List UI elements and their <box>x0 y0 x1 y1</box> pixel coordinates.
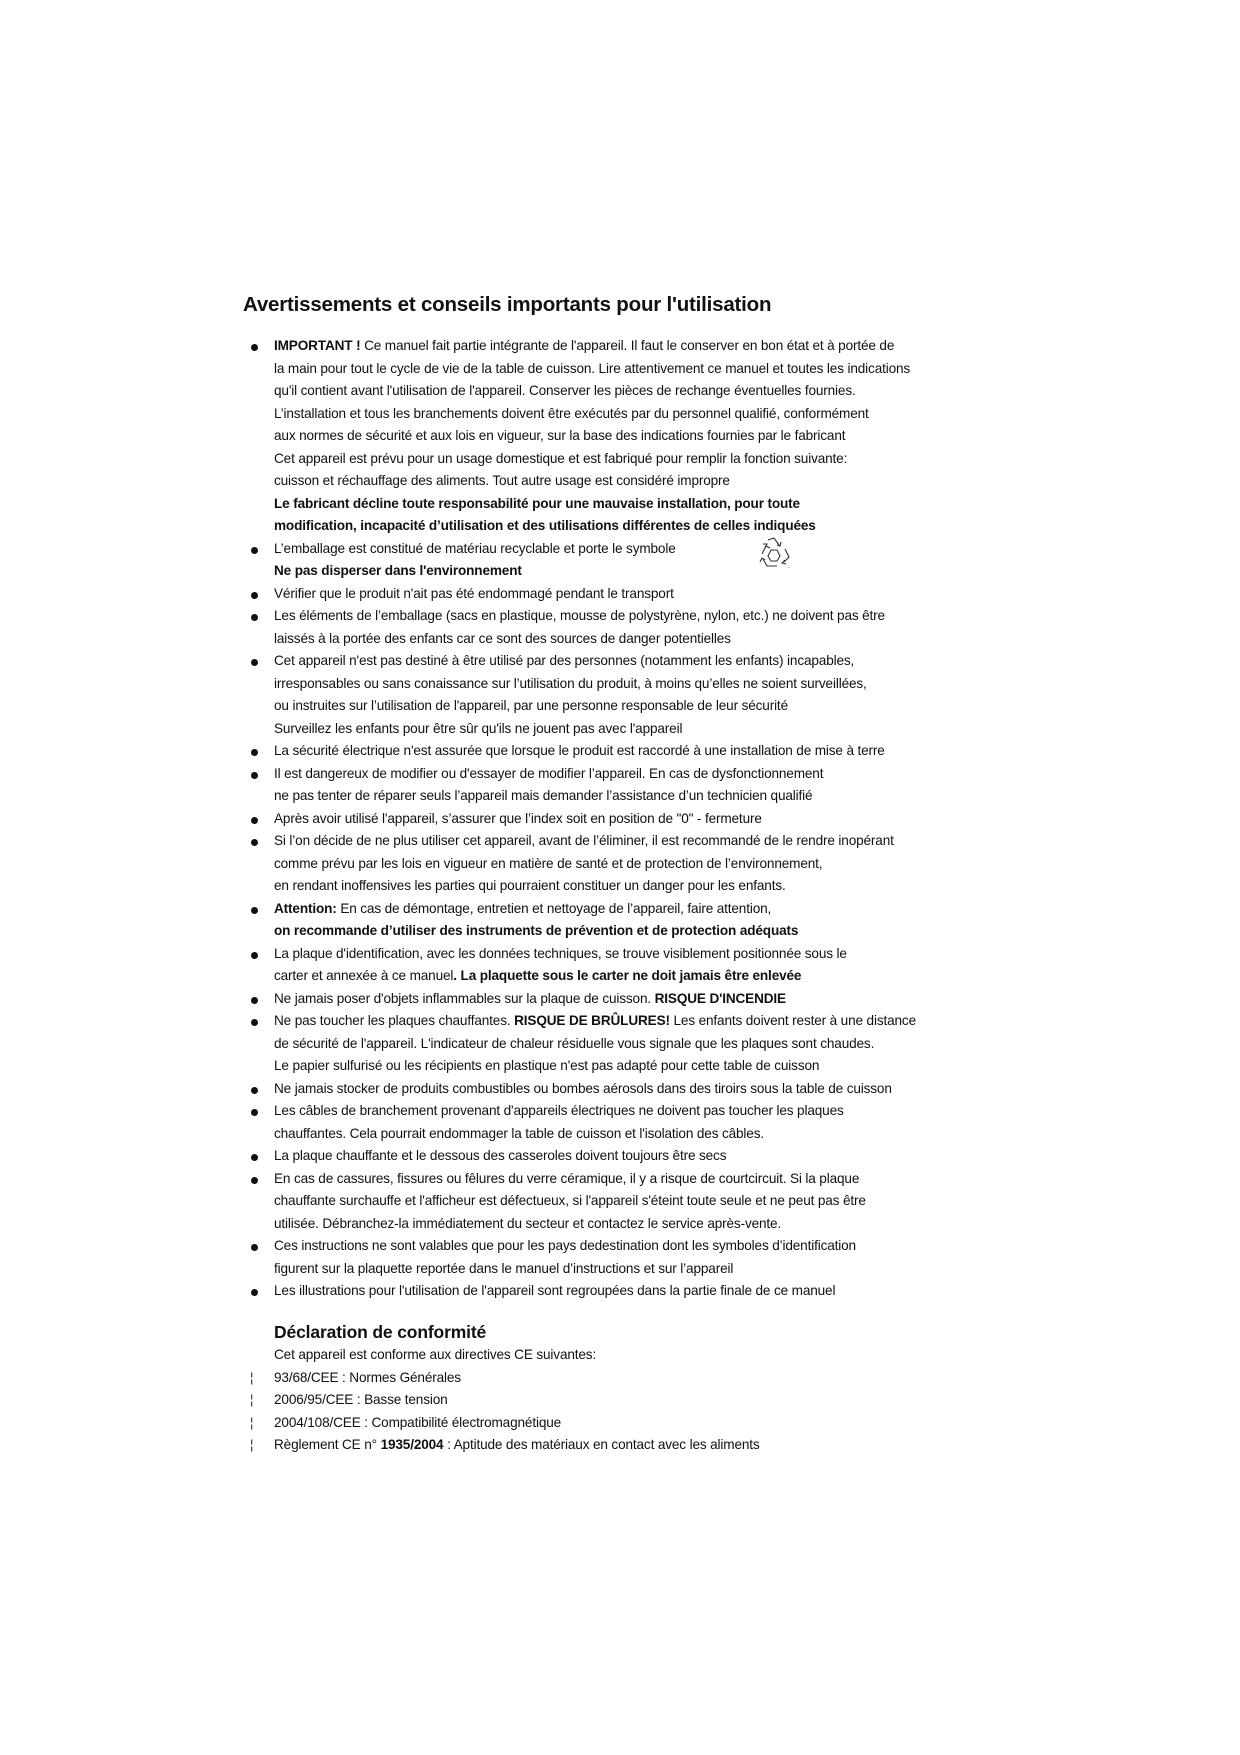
text-run: de sécurité de l'appareil. L'indicateur de chaleur résiduelle vous signale que les plaques sont chaudes. <box>274 1035 875 1051</box>
text-run: Cet appareil n'est pas destiné à être utilisé par des personnes (notamment les enfants) incapables, <box>274 653 855 668</box>
bold-text: IMPORTANT ! <box>274 338 361 353</box>
text-run: irresponsables ou sans conaissance sur l’utilisation du produit, à moins qu’elles ne soient surveillées, <box>274 675 867 691</box>
text-run: laissés à la portée des enfants car ce sont des sources de danger potentielles <box>274 630 731 646</box>
warning-item <box>242 1235 1002 1280</box>
bold-text: Le fabricant décline toute responsabilité pour une mauvaise installation, pour toute <box>274 495 800 511</box>
text-run: La sécurité électrique n'est assurée que lorsque le produit est raccordé à une installation de mise à terre <box>274 743 885 758</box>
warning-line <box>274 1190 1002 1213</box>
text-run: Les éléments de l’emballage (sacs en plastique, mousse de polystyrène, nylon, etc.) ne doivent pas être <box>274 608 885 623</box>
warning-item <box>242 943 1002 988</box>
bullet-icon <box>251 772 258 779</box>
warning-line <box>274 1055 1002 1078</box>
warning-item <box>242 830 1002 898</box>
warning-item <box>242 1145 1002 1168</box>
recycle-symbol <box>755 536 793 570</box>
warning-line <box>274 1010 1002 1033</box>
text-run: Il est dangereux de modifier ou d'essayer de modifier l’appareil. En cas de dysfonctionnement <box>274 765 824 781</box>
text-run: Ces instructions ne sont valables que pour les pays dedestination dont les symboles d’identification <box>274 1238 856 1253</box>
bullet-icon <box>251 1154 258 1161</box>
warning-line <box>274 1213 1002 1236</box>
text-run: comme prévu par les lois en vigueur en matière de santé et de protection de l’environnement, <box>274 855 823 871</box>
warning-line <box>274 538 1002 561</box>
text-run: Ce manuel fait partie intégrante de l'appareil. Il faut le conserver en bon état et à portée de <box>360 338 895 353</box>
warning-item <box>242 763 1002 808</box>
bullet-icon <box>251 1019 258 1026</box>
warning-item <box>242 583 1002 606</box>
text-run: L’emballage est constitué de matériau recyclable et porte le symbole <box>274 540 676 556</box>
warning-line <box>274 898 1002 921</box>
text-run: Ne jamais stocker de produits combustibles ou bombes aérosols dans des tiroirs sous la table de cuisson <box>274 1080 892 1096</box>
warning-line <box>274 1258 1002 1281</box>
bullet-icon <box>251 952 258 959</box>
text-run: Si l’on décide de ne plus utiliser cet appareil, avant de l’éliminer, il est recommandé de le rendre inopérant <box>274 833 894 848</box>
warning-line <box>274 515 1002 538</box>
text-run: ou instruites sur l’utilisation de l'appareil, par une personne responsable de leur sécurité <box>274 698 788 713</box>
text-run: ne pas tenter de réparer seuls l’appareil mais demander l’assistance d’un technicien qualifié <box>274 788 813 803</box>
warning-line <box>274 1145 1002 1168</box>
text-run: la main pour tout le cycle de vie de la table de cuisson. Lire attentivement ce manuel et toutes les indications <box>274 360 911 376</box>
bold-text: modification, incapacité d’utilisation et des utilisations différentes de celles indiquées <box>274 518 816 533</box>
warning-item <box>242 898 1002 943</box>
warning-line <box>274 920 1002 943</box>
warning-line <box>274 1168 1002 1191</box>
warning-line <box>274 808 1002 831</box>
text-run: utilisée. Débranchez-la immédiatement du secteur et contactez le service après-vente. <box>274 1215 782 1231</box>
text-run: La plaque d'identification, avec les données techniques, se trouve visiblement positionnée sous le <box>274 945 847 961</box>
broken-bar-marker-icon: ¦ <box>250 1369 254 1385</box>
warning-line <box>274 605 1002 628</box>
bullet-icon <box>251 997 258 1004</box>
bullet-icon <box>251 1177 258 1184</box>
broken-bar-marker-icon: ¦ <box>250 1392 254 1407</box>
warning-line <box>274 425 1002 448</box>
text-run: Après avoir utilisé l'appareil, s’assurer que l’index soit en position de "0" - fermeture <box>274 810 762 826</box>
text-run: L’installation et tous les branchements doivent être exécutés par du personnel qualifié, conformément <box>274 405 869 421</box>
text-run: 2006/95/CEE : Basse tension <box>274 1392 448 1407</box>
bullet-icon <box>251 817 258 824</box>
text-run: Les enfants doivent rester à une distance <box>669 1013 916 1028</box>
text-run: 2004/108/CEE : Compatibilité électromagnétique <box>274 1414 562 1430</box>
warning-line <box>274 965 1002 988</box>
text-run: Les câbles de branchement provenant d'appareils électriques ne doivent pas toucher les plaques <box>274 1103 844 1118</box>
broken-bar-marker-icon: ¦ <box>250 1437 254 1452</box>
warning-line <box>274 1280 1002 1303</box>
text-run: chauffantes. Cela pourrait endommager la table de cuisson et l'isolation des câbles. <box>274 1125 764 1141</box>
warning-line <box>274 988 1002 1011</box>
warning-item <box>242 808 1002 831</box>
warning-line <box>274 493 1002 516</box>
text-run: Ne pas toucher les plaques chauffantes. <box>274 1013 515 1028</box>
bold-text: RISQUE D'INCENDIE <box>654 990 786 1006</box>
warning-line <box>274 448 1002 471</box>
text-run: chauffante surchauffe et l'afficheur est défectueux, si l'appareil s'éteint toute seule et ne peut pas être <box>274 1193 866 1208</box>
warning-line <box>274 380 1002 403</box>
conformity-section <box>242 1320 1002 1457</box>
svg-text:.: . <box>788 562 790 570</box>
directive-item <box>242 1389 1002 1412</box>
warning-item <box>242 1010 1002 1078</box>
text-run: La plaque chauffante et le dessous des casseroles doivent toujours être secs <box>274 1148 727 1163</box>
bullet-icon <box>251 659 258 666</box>
text-run: Cet appareil est prévu pour un usage domestique et est fabriqué pour remplir la fonction suivante: <box>274 450 848 466</box>
warning-line <box>274 583 1002 606</box>
warning-line <box>274 650 1002 673</box>
bold-text: Ne pas disperser dans l'environnement <box>274 563 522 578</box>
warning-item <box>242 650 1002 740</box>
text-run: Règlement CE n° <box>274 1437 381 1452</box>
warnings-list <box>242 335 1002 1303</box>
text-run: qu'il contient avant l'utilisation de l'appareil. Conserver les pièces de rechange éventuelles fournies. <box>274 383 856 398</box>
text-run: aux normes de sécurité et aux lois en vigueur, sur la base des indications fournies par le fabricant <box>274 428 846 443</box>
warning-line <box>274 358 1002 381</box>
directive-item <box>242 1367 1002 1390</box>
page-title: Avertissements et conseils importants pour l'utilisation <box>243 293 772 316</box>
text-run: 93/68/CEE : Normes Générales <box>274 1369 461 1385</box>
warning-line <box>274 740 1002 763</box>
bullet-icon <box>251 907 258 914</box>
warning-item <box>242 1280 1002 1303</box>
bold-text: on recommande d’utiliser des instruments de prévention et de protection adéquats <box>274 923 799 938</box>
warning-line <box>274 403 1002 426</box>
broken-bar-marker-icon: ¦ <box>250 1414 254 1430</box>
text-run: Ne jamais poser d'objets inflammables sur la plaque de cuisson. <box>274 990 655 1006</box>
bullet-icon <box>251 592 258 599</box>
warning-line <box>274 1100 1002 1123</box>
warning-line <box>274 875 1002 898</box>
warning-item <box>242 740 1002 763</box>
recycle-icon <box>755 536 793 570</box>
warning-line <box>274 718 1002 741</box>
bullet-icon <box>251 1244 258 1251</box>
text-run: figurent sur la plaquette reportée dans le manuel d’instructions et sur l’appareil <box>274 1260 734 1276</box>
warning-line <box>274 1078 1002 1101</box>
warning-line <box>274 1235 1002 1258</box>
text-run: Le papier sulfurisé ou les récipients en plastique n'est pas adapté pour cette table de cuisson <box>274 1058 820 1073</box>
bullet-icon <box>251 1289 258 1296</box>
warning-line <box>274 470 1002 493</box>
directive-item <box>242 1412 1002 1435</box>
warning-line <box>274 335 1002 358</box>
warning-line <box>274 763 1002 786</box>
bullet-icon <box>251 839 258 846</box>
warning-line <box>274 1123 1002 1146</box>
warning-line <box>274 943 1002 966</box>
warning-line <box>274 1033 1002 1056</box>
bullet-icon <box>251 614 258 621</box>
bullet-icon <box>251 547 258 554</box>
directive-item <box>242 1434 1002 1457</box>
directives-list <box>242 1367 1002 1457</box>
warning-line <box>274 785 1002 808</box>
bullet-icon <box>251 344 258 351</box>
warning-item <box>242 538 1002 583</box>
bold-text: 1935/2004 <box>380 1437 444 1452</box>
warning-item <box>242 1168 1002 1236</box>
bullet-icon <box>251 1087 258 1094</box>
warning-item <box>242 335 1002 538</box>
text-run: En cas de démontage, entretien et nettoyage de l’appareil, faire attention, <box>336 900 772 916</box>
conformity-intro: Cet appareil est conforme aux directives CE suivantes: <box>274 1347 597 1362</box>
bold-text: . La plaquette sous le carter ne doit jamais être enlevée <box>453 968 802 983</box>
conformity-heading: Déclaration de conformité <box>274 1322 487 1342</box>
bold-text: RISQUE DE BRÛLURES! <box>514 1013 670 1028</box>
warning-line <box>274 830 1002 853</box>
bullet-icon <box>251 1109 258 1116</box>
text-run: Vérifier que le produit n'ait pas été endommagé pendant le transport <box>274 585 674 601</box>
text-run: cuisson et réchauffage des aliments. Tout autre usage est considéré impropre <box>274 473 730 488</box>
text-run: carter et annexée à ce manuel <box>274 968 454 983</box>
text-run: En cas de cassures, fissures ou fêlures du verre céramique, il y a risque de courtcircuit. Si la plaque <box>274 1170 860 1186</box>
warning-item <box>242 1100 1002 1145</box>
warning-item <box>242 1078 1002 1101</box>
text-run: Surveillez les enfants pour être sûr qu'ils ne jouent pas avec l'appareil <box>274 720 683 736</box>
warning-line <box>274 560 1002 583</box>
warning-item <box>242 988 1002 1011</box>
text-run: Les illustrations pour l'utilisation de l'appareil sont regroupées dans la partie finale de ce manuel <box>274 1283 836 1298</box>
warning-line <box>274 853 1002 876</box>
warning-line <box>274 628 1002 651</box>
warning-line <box>274 695 1002 718</box>
text-run: en rendant inoffensives les parties qui pourraient constituer un danger pour les enfants. <box>274 878 786 893</box>
text-run: : Aptitude des matériaux en contact avec les aliments <box>443 1437 760 1452</box>
bullet-icon <box>251 749 258 756</box>
warning-line <box>274 673 1002 696</box>
bold-text: Attention: <box>274 900 337 916</box>
warning-item <box>242 605 1002 650</box>
